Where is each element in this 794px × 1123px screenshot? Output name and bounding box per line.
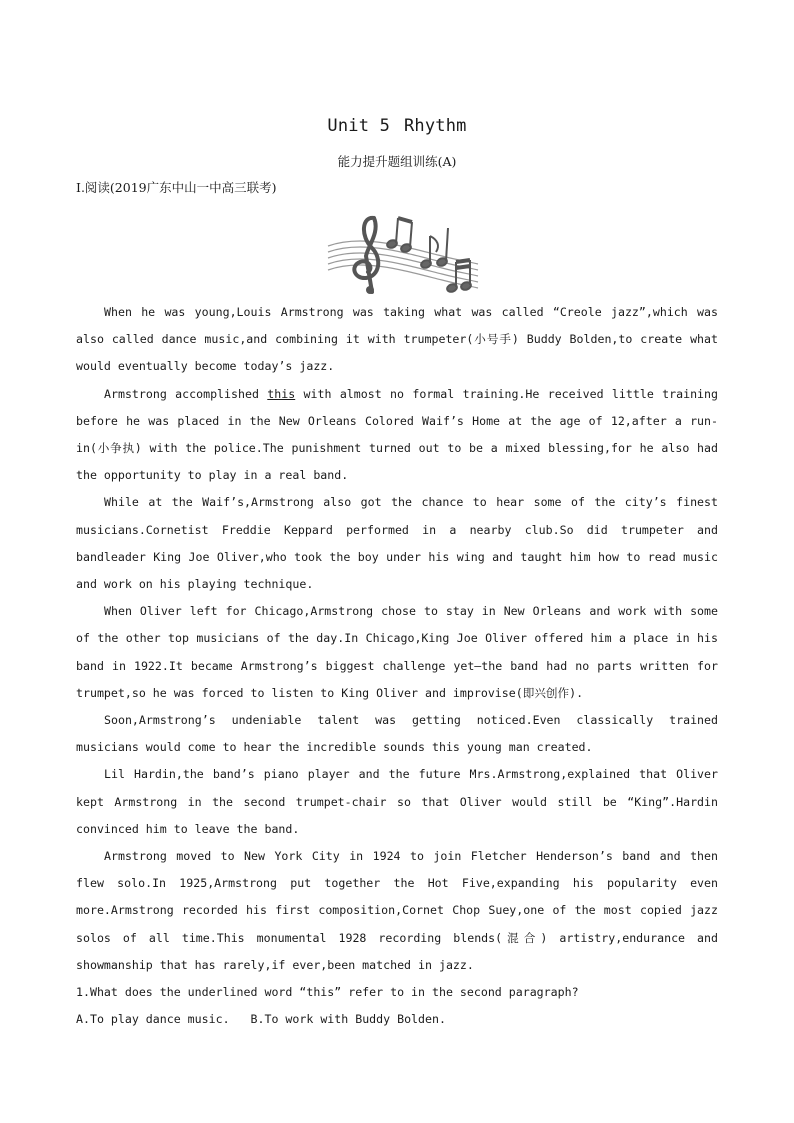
unit-label: Unit 5 <box>327 116 390 136</box>
page-title <box>0 116 794 136</box>
page-subtitle: 能力提升题组训练(A) <box>337 154 457 169</box>
passage-paragraph: Soon,Armstrong’s undeniable talent was getting noticed.Even classically trained musicians would come to hear the incredible sounds this young man created. <box>76 713 718 755</box>
passage-paragraph: Armstrong accomplished this with almost no formal training.He received little training before he was placed in the New Orleans Colored Waif’s Home at the age of 12,after a run-in(小争执) with the police.The punishment turned out to be a mixed blessing,for he also had the opportunity to play in a real band. <box>76 386 718 483</box>
music-notes-icon <box>322 206 482 294</box>
passage-paragraph: While at the Waif’s,Armstrong also got the chance to hear some of the city’s finest musicians.Cornetist Freddie Keppard performed in a nearby club.So did trumpeter and bandleader King Joe Oliver,who took the boy under his wing and taught him how to read music and work on his playing technique. <box>76 495 718 592</box>
option-a: A.To play dance music. <box>76 1012 230 1027</box>
section-heading: Ⅰ.阅读(2019广东中山一中高三联考) <box>76 180 277 195</box>
passage-paragraph: When he was young,Louis Armstrong was taking what was called “Creole jazz”,which was also called dance music,and combining it with trumpeter(小号手) Buddy Bolden,to create what would eventually become today’s jazz. <box>76 305 718 374</box>
passage-paragraph: Lil Hardin,the band’s piano player and the future Mrs.Armstrong,explained that Oliver kept Armstrong in the second trumpet-chair so that Oliver would still be “King”.Hardin convinced him to leave the band. <box>76 767 718 836</box>
option-b: B.To work with Buddy Bolden. <box>250 1012 446 1027</box>
underlined-word: this <box>267 386 296 401</box>
question-options <box>76 1006 718 1033</box>
question-stem: 1.What does the underlined word “this” refer to in the second paragraph? <box>76 985 579 1000</box>
unit-topic: Rhythm <box>404 116 467 136</box>
reading-passage <box>76 299 718 1033</box>
passage-paragraph: Armstrong moved to New York City in 1924 to join Fletcher Henderson’s band and then flew solo.In 1925,Armstrong put together the Hot Five,expanding his popularity even more.Armstrong recorded his first composition,Cornet Chop Suey,one of the most copied jazz solos of all time.This monumental 1928 recording blends(混合) artistry,endurance and showmanship that has rarely,if ever,been matched in jazz. <box>76 849 718 972</box>
passage-paragraph: When Oliver left for Chicago,Armstrong chose to stay in New Orleans and work with some of the other top musicians of the day.In Chicago,King Joe Oliver offered him a place in his band in 1922.It became Armstrong’s biggest challenge yet—the band had no parts written for trumpet,so he was forced to listen to King Oliver and improvise(即兴创作). <box>76 604 718 700</box>
